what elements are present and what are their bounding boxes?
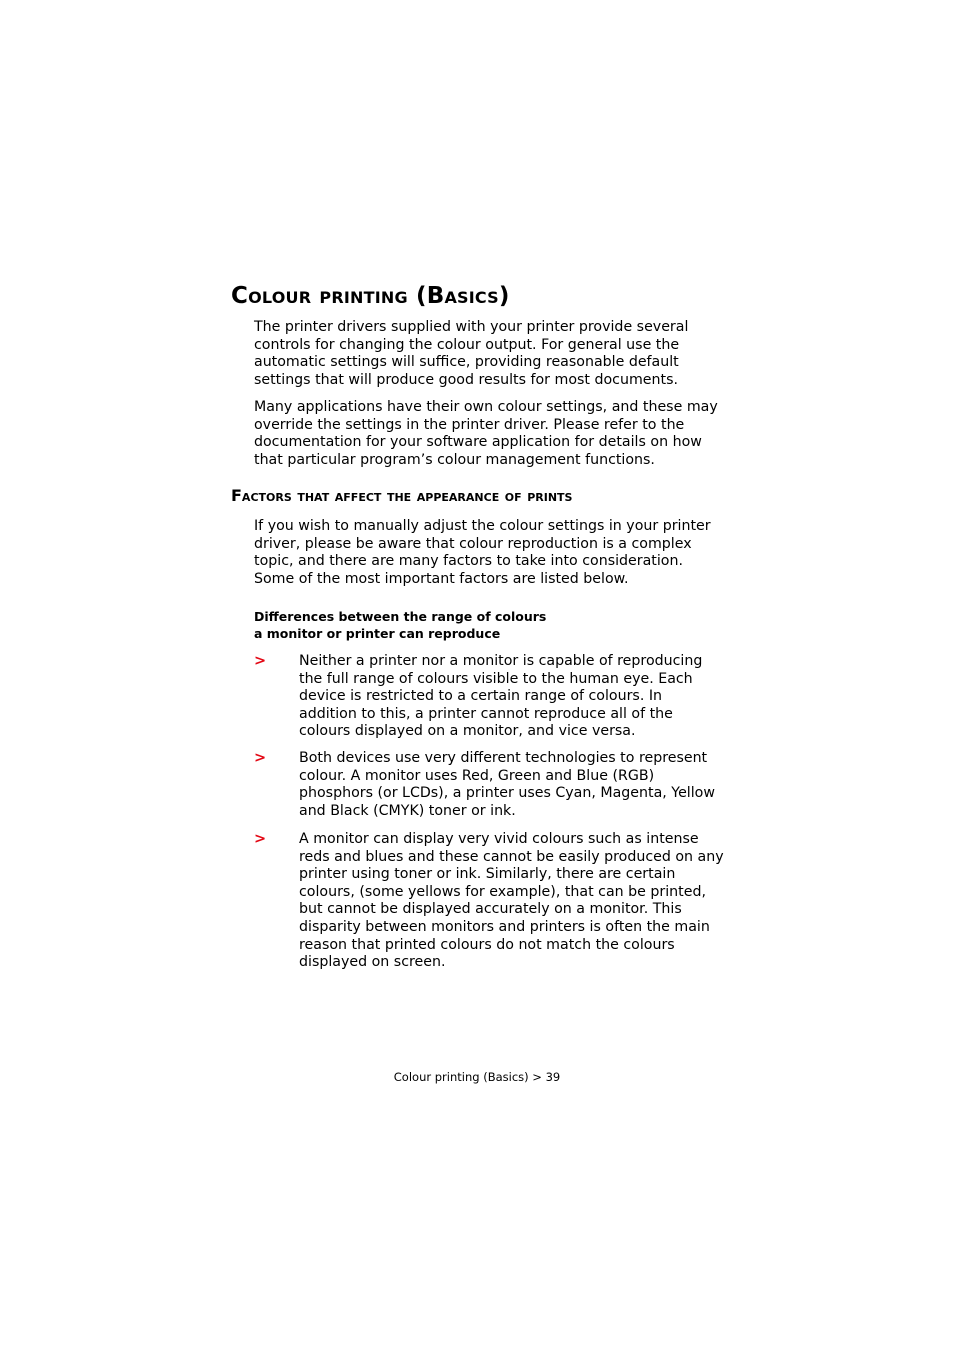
bullet-text: Neither a printer nor a monitor is capable of reproducing the full range of colours visible to the human eye. Each device is restricted to a certain range of colours. In addition to this, a printer cannot reproduce all of the colours displayed on a monitor, and vice versa. [299, 653, 703, 740]
subsection-heading-line-2: a monitor or printer can reproduce [254, 626, 501, 641]
bullet-marker: > [254, 750, 267, 766]
bullet-text: Both devices use very different technologies to represent colour. A monitor uses Red, Green and Blue (RGB) phosphors (or LCDs), a printer uses Cyan, Magenta, Yellow and Black (CMYK) toner or ink. [299, 750, 715, 819]
page-footer: Colour printing (Basics) > 39 [393, 1070, 561, 1084]
intro-paragraph-1: The printer drivers supplied with your printer provide several controls for changing the colour output. For general use the automatic settings will suffice, providing reasonable default settings that will produce good results for most documents. [254, 319, 689, 388]
subsection-heading [254, 608, 634, 642]
bullet-text: A monitor can display very vivid colours such as intense reds and blues and these cannot be easily produced on any printer using toner or ink. Similarly, there are certain colours, (some yellows for example), that can be printed, but cannot be displayed accurately on a monitor. This disparity between monitors and printers is often the main reason that printed colours do not match the colours displayed on screen. [299, 831, 724, 971]
intro-paragraph-2: Many applications have their own colour settings, and these may override the settings in the printer driver. Please refer to the documentation for your software application for details on how that particular program’s colour management functions. [254, 399, 718, 468]
section-heading: Factors that affect the appearance of prints [231, 486, 573, 505]
bullet-marker: > [254, 653, 267, 669]
page-title: Colour printing (Basics) [231, 283, 510, 309]
bullet-marker: > [254, 831, 267, 847]
subsection-heading-line-1: Differences between the range of colours [254, 609, 547, 624]
section-paragraph: If you wish to manually adjust the colour settings in your printer driver, please be aware that colour reproduction is a complex topic, and there are many factors to take into consideration. Some of the most important factors are listed below. [254, 518, 711, 587]
